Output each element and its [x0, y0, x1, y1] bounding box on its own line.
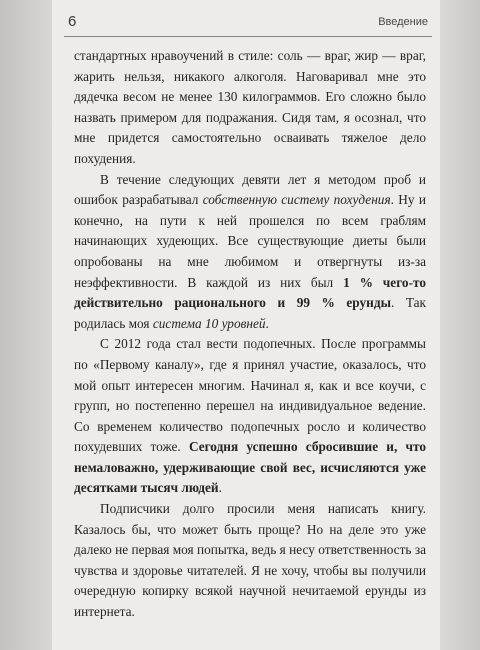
paragraph-text: Подписчики долго просили меня написать книгу. Казалось бы, что может быть проще? Но на деле это уже далеко не первая моя попытка, ведь я несу ответственность за чувства и здоровье читателей. Я не хочу, чтобы вы получили очередную копирку всякой научной нечитаемой ерунды из интернета.: [74, 501, 426, 620]
italic-phrase: собственную систему похудения: [202, 192, 391, 208]
paragraph-1: [74, 46, 426, 170]
paragraph-text: В течение следующих девяти лет я методом проб и ошибок разрабатывал: [74, 171, 426, 208]
bold-phrase: Сегодня успешно сбросившие и, что немаловажно, удерживающие свой вес, исчисляются уже десятками тысяч людей: [74, 439, 426, 496]
paragraph-text: стандартных нравоучений в стиле: соль — враг, жир — враг, жарить нельзя, никакого алкоголя. Наговаривал мне это дядечка весом не менее 130 килограммов. Его сложно было назвать примером для подражания. Сидя там, я осознал, что мне придется самостоятельно осваивать тяжелое дело похудения.: [74, 48, 426, 166]
page-number: 6: [68, 13, 77, 30]
paragraph-2: [74, 170, 426, 335]
running-head: Введение: [378, 16, 428, 28]
paragraph-text: . Так родилась моя: [74, 295, 426, 331]
paragraph-3: [74, 334, 426, 499]
bold-phrase: 1 % чего-то действительно рационального и 99 % ерунды: [74, 274, 426, 311]
paragraph-4: [74, 499, 426, 623]
book-page: [52, 0, 440, 650]
page-body: [74, 46, 426, 623]
paragraph-text: . Ну и конечно, на пути к ней прошелся по всем граблям начинающих худеющих. Все существующие диеты были опробованы на мне любимом и отвергнуты из-за неэффективности. В каждой из них был: [74, 192, 426, 290]
italic-phrase: система 10 уровней: [152, 315, 266, 331]
paragraph-text: .: [265, 315, 269, 331]
header-rule: [64, 36, 432, 37]
paragraph-text: .: [218, 480, 222, 496]
page-header: [64, 10, 432, 36]
paragraph-text: С 2012 года стал вести подопечных. После программы по «Первому каналу», где я принял участие, оказалось, что мой опыт интересен многим. Начинал я, как и все коучи, с групп, но постепенно перешел на индивидуальное ведение. Со временем количество подопечных росло и количество похудевших тоже.: [74, 336, 426, 455]
